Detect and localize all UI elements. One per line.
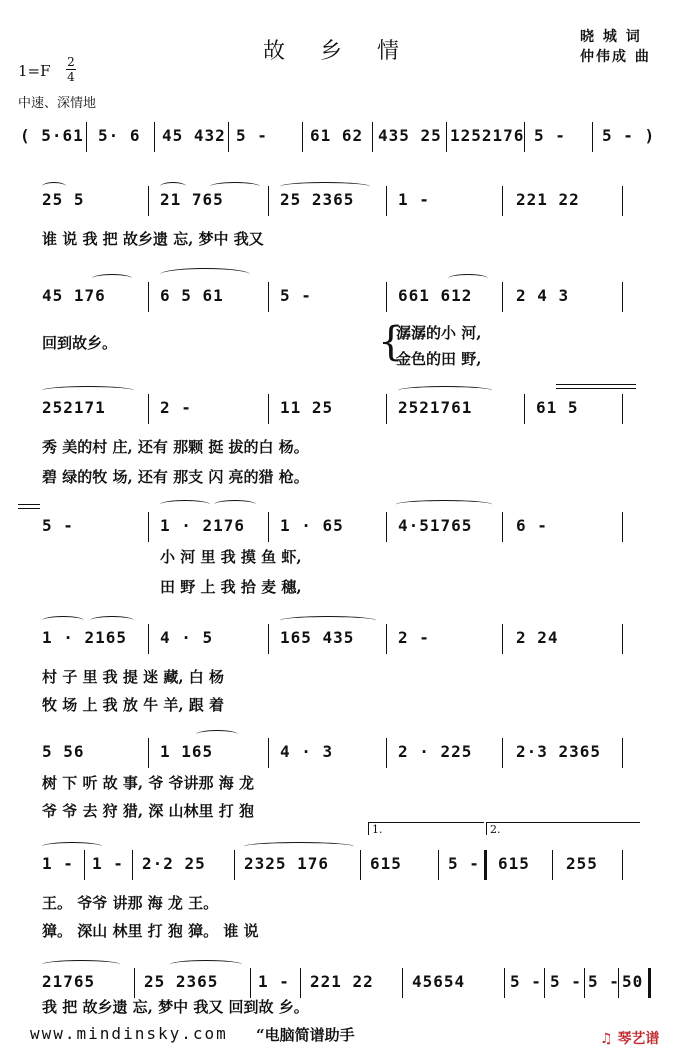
- lyric-line-verse1: 王。 爷爷 讲那 海 龙 王。: [42, 894, 219, 912]
- measure: 165 435: [280, 628, 355, 647]
- measure: 45654: [412, 972, 466, 991]
- measure: 21765: [42, 972, 96, 991]
- staff-row-intro: [0, 122, 676, 152]
- measure: 6 5 61: [160, 286, 224, 305]
- measure: 2·2 25: [142, 854, 206, 873]
- footer-note: “电脑简谱助手: [256, 1026, 355, 1044]
- measure: 5 -: [550, 972, 582, 991]
- measure: 50: [622, 972, 644, 991]
- lyric-line: 回到故乡。: [42, 334, 118, 352]
- measure: 61 62: [310, 126, 364, 145]
- meter-bottom: 4: [67, 70, 75, 84]
- second-ending: 2.: [486, 822, 640, 835]
- measure: 5 56: [42, 742, 85, 761]
- measure: 2 4 3: [516, 286, 570, 305]
- measure: 4 · 3: [280, 742, 334, 761]
- measure: ( 5·61: [20, 126, 84, 145]
- measure: 5 -: [236, 126, 268, 145]
- measure: 2·3 2365: [516, 742, 602, 761]
- measure: 2325 176: [244, 854, 330, 873]
- lyric-line-verse2: 金色的田 野,: [396, 350, 482, 368]
- measure: 5· 6: [98, 126, 141, 145]
- measure: 221 22: [516, 190, 580, 209]
- measure: 435 25: [378, 126, 442, 145]
- lyricist-credit: 晓 城 词: [580, 29, 642, 45]
- staff-row-2: [0, 282, 676, 312]
- measure: 4 · 5: [160, 628, 214, 647]
- measure: 25 2365: [144, 972, 219, 991]
- lyric-line-verse1: 村 子 里 我 提 迷 藏, 白 杨: [42, 668, 225, 686]
- staff-row-4: [0, 512, 676, 542]
- first-ending: 1.: [368, 822, 484, 835]
- measure: 5 -: [448, 854, 480, 873]
- lyric-line-verse1: 潺潺的小 河,: [396, 324, 482, 342]
- measure: 1 -: [42, 854, 74, 873]
- measure: 5 -: [510, 972, 542, 991]
- lyric-line-verse2: 田 野 上 我 拾 麦 穗,: [160, 578, 302, 596]
- measure: 661 612: [398, 286, 473, 305]
- composer-credit: 仲伟成 曲: [580, 49, 651, 65]
- measure: 5 -: [42, 516, 74, 535]
- measure: 1 · 2176: [160, 516, 246, 535]
- staff-row-8: [0, 968, 676, 998]
- measure: 25 2365: [280, 190, 355, 209]
- tempo-marking: 中速、深情地: [18, 96, 97, 111]
- lyric-line-verse2: 牧 场 上 我 放 牛 羊, 跟 着: [42, 696, 225, 714]
- measure: 5 -: [588, 972, 620, 991]
- staff-row-1: [0, 186, 676, 216]
- lyric-line-verse2: 獐。 深山 林里 打 狍 獐。 谁 说: [42, 922, 259, 940]
- measure: 45 432: [162, 126, 226, 145]
- key-signature: 1=F: [18, 62, 51, 80]
- measure: 1 -: [258, 972, 290, 991]
- measure: 2 24: [516, 628, 559, 647]
- measure: 252171: [42, 398, 106, 417]
- verse-brace: {: [378, 319, 404, 365]
- lyric-line: 谁 说 我 把 故乡遗 忘, 梦中 我又: [42, 230, 264, 248]
- measure: 1 165: [160, 742, 214, 761]
- measure: 11 25: [280, 398, 334, 417]
- measure: 615: [370, 854, 402, 873]
- measure: 255: [566, 854, 598, 873]
- lyric-line-verse2: 爷 爷 去 狩 猎, 深 山林里 打 狍: [42, 802, 255, 820]
- measure: 1252176: [450, 126, 525, 145]
- measure: 21 765: [160, 190, 224, 209]
- lyric-line-verse1: 秀 美的村 庄, 还有 那颗 挺 拔的白 杨。: [42, 438, 309, 456]
- measure: 5 - ): [602, 126, 656, 145]
- footer-url: www.mindinsky.com: [30, 1024, 228, 1043]
- staff-row-7: [0, 850, 676, 880]
- lyric-line-verse1: 树 下 听 故 事, 爷 爷讲那 海 龙: [42, 774, 255, 792]
- measure: 615: [498, 854, 530, 873]
- measure: 1 -: [398, 190, 430, 209]
- measure: 1 · 65: [280, 516, 344, 535]
- measure: 1 -: [92, 854, 124, 873]
- measure: 4·51765: [398, 516, 473, 535]
- lyric-line-verse2: 碧 绿的牧 场, 还有 那支 闪 亮的猎 枪。: [42, 468, 309, 486]
- time-signature: [66, 56, 76, 83]
- measure: 25 5: [42, 190, 85, 209]
- measure: 2 -: [398, 628, 430, 647]
- measure: 221 22: [310, 972, 374, 991]
- measure: 2521761: [398, 398, 473, 417]
- measure: 5 -: [534, 126, 566, 145]
- logo-icon: ♫: [600, 1031, 613, 1047]
- measure: 45 176: [42, 286, 106, 305]
- measure: 2 -: [160, 398, 192, 417]
- song-title: 故 乡 情: [263, 39, 413, 64]
- lyric-line-verse1: 小 河 里 我 摸 鱼 虾,: [160, 548, 302, 566]
- measure: 6 -: [516, 516, 548, 535]
- staff-row-6: [0, 738, 676, 768]
- lyric-line: 我 把 故乡遗 忘, 梦中 我又 回到故 乡。: [42, 998, 309, 1016]
- site-logo: [600, 1028, 659, 1048]
- measure: 2 · 225: [398, 742, 473, 761]
- measure: 5 -: [280, 286, 312, 305]
- staff-row-5: [0, 624, 676, 654]
- meter-top: 2: [67, 55, 75, 69]
- staff-row-3: [0, 394, 676, 424]
- measure: 61 5: [536, 398, 579, 417]
- measure: 1 · 2165: [42, 628, 128, 647]
- logo-text: 琴艺谱: [617, 1031, 660, 1047]
